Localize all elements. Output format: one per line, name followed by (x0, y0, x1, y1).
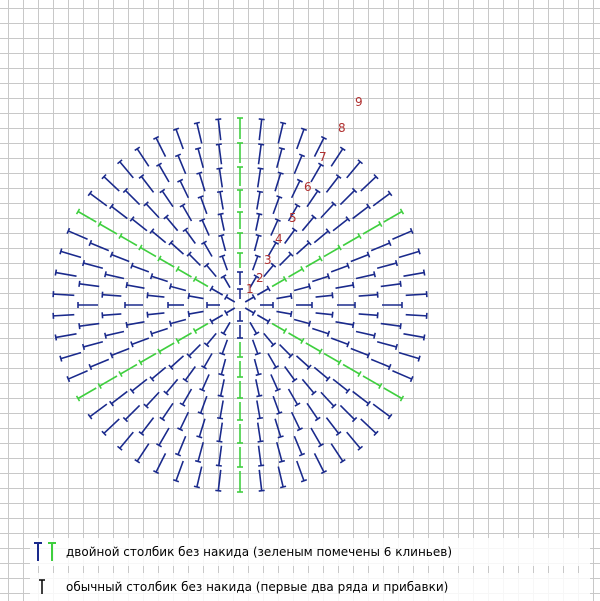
plain-stitch (151, 328, 168, 336)
plain-stitch (245, 308, 255, 316)
plain-stitch (147, 292, 164, 298)
plain-stitch (333, 217, 350, 231)
plain-stitch (156, 163, 169, 182)
plain-stitch (215, 119, 221, 140)
plain-stitch (150, 367, 166, 381)
plain-stitch (217, 401, 223, 419)
plain-stitch (207, 302, 220, 308)
plain-stitch (307, 403, 320, 420)
plain-stitch (83, 260, 103, 268)
plain-stitch (340, 188, 356, 204)
plain-stitch (377, 260, 397, 268)
plain-stitch (406, 291, 427, 297)
plain-stitch (221, 275, 230, 288)
plain-stitch (204, 333, 216, 346)
plain-stitch (361, 174, 378, 191)
row-number: 9 (355, 95, 363, 109)
plain-stitch (377, 342, 397, 350)
plain-stitch (296, 302, 312, 308)
wedge-stitch (237, 447, 243, 467)
plain-stitch (257, 401, 263, 419)
plain-stitch (268, 353, 279, 368)
plain-stitch (139, 175, 154, 193)
row-number-layer (246, 95, 363, 296)
plain-stitch (259, 470, 265, 491)
plain-stitch (294, 154, 304, 174)
plain-stitch (144, 392, 159, 408)
wedge-stitch (343, 233, 361, 245)
plain-stitch (237, 325, 243, 338)
plain-stitch (180, 389, 192, 406)
plain-stitch (256, 379, 262, 396)
wedge-stitch (288, 333, 303, 344)
plain-stitch (135, 147, 149, 166)
plain-stitch (406, 313, 427, 319)
plain-stitch (88, 404, 107, 419)
plain-stitch (302, 379, 316, 395)
wedge-stitch (363, 376, 382, 389)
plain-stitch (280, 252, 293, 265)
plain-stitch (371, 240, 391, 250)
plain-stitch (102, 174, 119, 191)
plain-stitch (160, 403, 173, 420)
plain-stitch (102, 312, 121, 318)
plain-stitch (221, 322, 230, 335)
row-number: 7 (319, 150, 327, 164)
plain-stitch (218, 235, 225, 251)
plain-stitch (216, 423, 222, 442)
plain-stitch (110, 204, 128, 219)
plain-stitch (150, 229, 166, 243)
wedge-stitch (237, 402, 243, 420)
plain-stitch (123, 405, 139, 421)
plain-stitch (347, 432, 363, 450)
plain-stitch (316, 292, 333, 298)
plain-stitch (198, 396, 207, 414)
plain-stitch (237, 289, 243, 299)
wedge-stitch (158, 256, 174, 267)
plain-stitch (381, 323, 401, 329)
plain-stitch (314, 367, 330, 381)
wedge-stitch (193, 276, 207, 286)
plain-stitch (333, 379, 350, 393)
plain-stitch (53, 291, 74, 297)
plain-stitch (254, 359, 261, 375)
wedge-stitch (384, 388, 404, 401)
plain-stitch (292, 179, 303, 197)
plain-stitch (259, 119, 265, 140)
plain-stitch (254, 235, 261, 251)
plain-stitch (271, 374, 281, 391)
plain-stitch (169, 356, 184, 370)
wedge-stitch (272, 324, 286, 334)
plain-stitch (347, 160, 363, 178)
plain-stitch (110, 252, 129, 262)
plain-stitch (153, 453, 165, 473)
wedge-stitch (363, 221, 382, 234)
plain-stitch (105, 271, 124, 278)
plain-stitch (139, 418, 154, 436)
plain-stitch (278, 467, 286, 488)
plain-stitch (60, 353, 81, 362)
plain-stitch (160, 189, 173, 206)
plain-stitch (105, 331, 124, 338)
plain-stitch (173, 461, 183, 482)
plain-stitch (361, 419, 378, 436)
plain-stitch (125, 302, 143, 308)
plain-stitch (79, 323, 99, 329)
plain-stitch (195, 148, 203, 168)
plain-stitch (123, 188, 139, 204)
plain-stitch (225, 294, 235, 302)
plain-stitch (216, 168, 222, 187)
plain-stitch (53, 313, 74, 319)
plain-stitch (326, 175, 341, 193)
plain-stitch (392, 371, 412, 382)
wedge-stitch (119, 365, 137, 377)
legend-double-stitch (30, 538, 590, 566)
plain-stitch (392, 228, 412, 239)
plain-stitch (312, 273, 329, 281)
plain-stitch (218, 213, 224, 230)
plain-stitch (285, 366, 297, 382)
wedge-stitch (237, 190, 243, 208)
plain-stitch (177, 412, 188, 430)
plain-stitch (294, 436, 304, 456)
wedge-stitch (237, 361, 243, 377)
plain-stitch (219, 255, 227, 270)
plain-stitch (126, 282, 144, 288)
plain-stitch (188, 293, 203, 299)
plain-stitch (130, 379, 147, 393)
plain-stitch (177, 179, 188, 197)
plain-stitch (311, 163, 324, 182)
plain-stitch (257, 191, 263, 209)
row-number: 4 (275, 232, 283, 246)
wedge-stitch (77, 388, 97, 401)
plain-stitch (331, 444, 345, 463)
wedge-stitch (98, 376, 117, 389)
plain-stitch (188, 311, 203, 317)
wedge-stitch (324, 354, 341, 366)
plain-stitch (201, 241, 212, 256)
plain-stitch (169, 241, 184, 255)
wedge-stitch (237, 424, 243, 443)
plain-stitch (296, 241, 311, 255)
plain-stitch (337, 302, 355, 308)
plain-stitch (278, 122, 286, 143)
plain-stitch (175, 154, 185, 174)
plain-stitch (314, 229, 330, 243)
plain-stitch (118, 432, 134, 450)
plain-stitch (196, 172, 204, 191)
plain-stitch (199, 219, 209, 236)
plain-stitch (147, 312, 164, 318)
plain-stitch (164, 379, 178, 395)
wedge-stitch (139, 354, 156, 366)
plain-stitch (289, 389, 301, 406)
plain-stitch (381, 281, 401, 287)
plain-stitch (187, 252, 200, 265)
row-number: 3 (264, 253, 272, 267)
plain-stitch (277, 148, 285, 168)
plain-stitch (312, 328, 329, 336)
plain-stitch (194, 122, 202, 143)
plain-stitch (153, 137, 165, 157)
plain-stitch (237, 311, 243, 321)
wedge-stitch (384, 209, 404, 222)
plain-stitch (315, 453, 327, 473)
plain-stitch (204, 263, 216, 276)
plain-stitch (218, 359, 225, 375)
row-number: 2 (256, 271, 264, 285)
plain-stitch (130, 217, 147, 231)
plain-stitch (180, 204, 192, 221)
plain-stitch (173, 128, 183, 149)
row-number: 6 (304, 180, 312, 194)
plain-stitch (331, 263, 349, 272)
plain-stitch (276, 311, 291, 317)
wedge-stitch (158, 343, 174, 354)
plain-stitch (340, 405, 356, 421)
wedge-stitch (237, 167, 243, 186)
plain-stitch (353, 391, 371, 406)
plain-stitch (55, 270, 76, 277)
plain-stitch (102, 419, 119, 436)
plain-stitch (225, 308, 235, 316)
plain-stitch (277, 442, 285, 462)
wedge-stitch (237, 471, 243, 492)
plain-stitch (210, 315, 223, 324)
plain-stitch (356, 271, 375, 278)
plain-stitch (199, 374, 209, 391)
plain-stitch (336, 282, 354, 288)
row-number: 5 (289, 211, 297, 225)
plain-stitch (194, 467, 202, 488)
wedge-stitch (237, 143, 243, 163)
plain-stitch (250, 322, 259, 335)
plain-stitch (321, 392, 336, 408)
plain-stitch (257, 315, 270, 324)
plain-stitch (196, 419, 204, 438)
plain-stitch (316, 312, 333, 318)
plain-stitch (110, 391, 128, 406)
plain-stitch (273, 396, 282, 414)
plain-stitch (258, 144, 264, 164)
plain-stitch (275, 172, 283, 191)
plain-stitch (67, 371, 87, 382)
plain-stitch (253, 255, 261, 270)
plain-stitch (198, 196, 207, 214)
plain-stitch (83, 342, 103, 350)
plain-stitch (151, 273, 168, 281)
plain-stitch (356, 331, 375, 338)
plain-stitch (170, 283, 186, 290)
plain-stitch (131, 263, 149, 272)
wedge-stitch (237, 253, 243, 268)
wedge-stitch (288, 266, 303, 277)
wedge-stitch (176, 333, 191, 344)
plain-stitch (258, 423, 264, 442)
row-number: 1 (246, 282, 254, 296)
plain-stitch (351, 252, 370, 262)
plain-stitch (67, 228, 87, 239)
plain-stitch (55, 334, 76, 341)
plain-stitch (170, 319, 186, 326)
wedge-stitch (176, 266, 191, 277)
plain-stitch (359, 292, 378, 298)
wedge-stitch (77, 209, 97, 222)
plain-stitch (297, 128, 307, 149)
wedge-stitch (193, 324, 207, 334)
plain-stitch (353, 204, 371, 219)
plain-stitch (156, 428, 169, 447)
plain-stitch (280, 345, 293, 358)
plain-stitch (102, 292, 121, 298)
plain-stitch (216, 446, 222, 466)
plain-stitch (294, 283, 310, 290)
legend-double-stitch-label: двойной столбик без накида (зеленым помечены 6 клиньев) (66, 545, 452, 559)
wedge-stitch (237, 233, 243, 249)
plain-stitch (183, 366, 195, 382)
plain-stitch (302, 215, 316, 231)
wedge-stitch (272, 276, 286, 286)
plain-stitch (215, 470, 221, 491)
plain-stitch (373, 404, 392, 419)
plain-stitch (399, 353, 420, 362)
plain-stitch (78, 302, 98, 308)
wedge-stitch (306, 256, 322, 267)
plain-stitch (275, 419, 283, 438)
plain-stitch (216, 144, 222, 164)
plain-stitch (201, 353, 212, 368)
plain-stitch (131, 338, 149, 347)
plain-stitch (276, 293, 291, 299)
plain-stitch (88, 191, 107, 206)
wedge-stitch (343, 365, 361, 377)
plain-stitch (285, 228, 297, 244)
plain-stitch (257, 286, 270, 295)
plain-stitch (373, 191, 392, 206)
plain-stitch (371, 359, 391, 369)
plain-stitch (217, 191, 223, 209)
plain-stitch (403, 334, 424, 341)
plain-stitch (258, 446, 264, 466)
plain-stitch (399, 248, 420, 257)
plain-stitch (331, 147, 345, 166)
plain-stitch (326, 418, 341, 436)
wedge-stitch (237, 212, 243, 229)
stitch-layer (53, 118, 427, 492)
wedge-stitch (237, 118, 243, 139)
plain-stitch (253, 340, 261, 355)
plain-stitch (60, 248, 81, 257)
wedge-stitch (324, 245, 341, 257)
plain-stitch (260, 302, 273, 308)
plain-stitch (237, 272, 243, 285)
wedge-stitch (98, 221, 117, 234)
plain-stitch (175, 436, 185, 456)
row-number: 8 (338, 121, 346, 135)
plain-stitch (218, 379, 224, 396)
wedge-stitch (237, 381, 243, 398)
plain-stitch (311, 428, 324, 447)
wedge-stitch (119, 233, 137, 245)
single-stitch-symbol-icon (30, 574, 62, 600)
plain-stitch (144, 202, 159, 218)
plain-stitch (331, 338, 349, 347)
plain-stitch (195, 442, 203, 462)
plain-stitch (292, 412, 303, 430)
plain-stitch (89, 240, 109, 250)
plain-stitch (297, 461, 307, 482)
plain-stitch (110, 348, 129, 358)
plain-stitch (168, 302, 184, 308)
plain-stitch (89, 359, 109, 369)
plain-stitch (264, 333, 276, 346)
plain-stitch (210, 286, 223, 295)
legend-single-stitch-label: обычный столбик без накида (первые два ряда и прибавки) (66, 580, 448, 594)
plain-stitch (135, 444, 149, 463)
plain-stitch (164, 215, 178, 231)
plain-stitch (321, 202, 336, 218)
wedge-stitch (139, 245, 156, 257)
plain-stitch (126, 322, 144, 328)
double-stitch-symbol-icon (30, 539, 62, 565)
plain-stitch (336, 322, 354, 328)
plain-stitch (403, 270, 424, 277)
plain-stitch (359, 312, 378, 318)
legend-single-stitch (30, 573, 590, 601)
plain-stitch (79, 281, 99, 287)
plain-stitch (118, 160, 134, 178)
plain-stitch (351, 348, 370, 358)
wedge-stitch (306, 343, 322, 354)
plain-stitch (294, 319, 310, 326)
wedge-stitch (237, 342, 243, 357)
plain-stitch (258, 168, 264, 187)
plain-stitch (273, 196, 282, 214)
plain-stitch (382, 302, 402, 308)
plain-stitch (187, 345, 200, 358)
plain-stitch (296, 356, 311, 370)
plain-stitch (256, 213, 262, 230)
plain-stitch (183, 228, 195, 244)
plain-stitch (219, 340, 227, 355)
